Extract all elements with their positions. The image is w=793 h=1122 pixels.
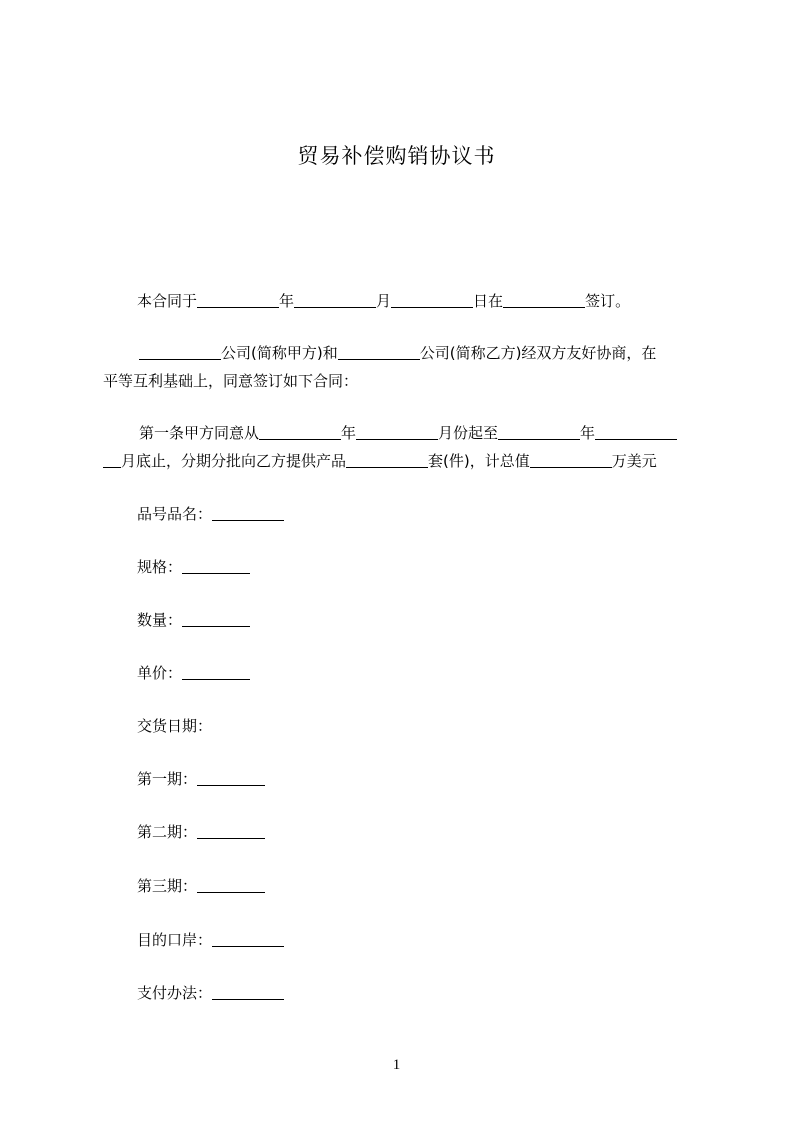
field-label: 交货日期： <box>137 717 213 735</box>
field-label: 数量： <box>137 611 183 629</box>
field-port <box>137 929 284 951</box>
intro-text-1: 本合同于 <box>137 292 198 310</box>
intro-line <box>137 290 630 312</box>
parties-text-2: 公司(简称乙方)经双方友好协商，在 <box>419 344 657 362</box>
sign-year-blank <box>197 292 279 308</box>
intro-text-5: 签订。 <box>585 292 631 310</box>
article1-text-6: 套(件)，计总值 <box>428 452 530 470</box>
field-payment <box>137 982 284 1004</box>
field-label: 第二期： <box>137 823 198 841</box>
field-label: 支付办法： <box>137 984 213 1002</box>
product-sets-blank <box>346 452 428 468</box>
field-unit-price <box>137 662 250 684</box>
article1-text-4: 年 <box>580 424 596 442</box>
field-spec <box>137 556 250 578</box>
field-label: 单价： <box>137 664 183 682</box>
field-label: 第一期： <box>137 770 198 788</box>
spec-blank <box>182 558 250 574</box>
sign-place-blank <box>503 292 585 308</box>
payment-blank <box>212 984 284 1000</box>
article1-text-3: 月份起至 <box>438 424 499 442</box>
sign-month-blank <box>294 292 376 308</box>
article1-text-7: 万美元 <box>611 452 657 470</box>
article1-text-5: 月底止，分期分批向乙方提供产品 <box>121 452 347 470</box>
field-phase3 <box>137 875 265 897</box>
field-label: 目的口岸： <box>137 931 213 949</box>
field-delivery-date <box>137 715 212 737</box>
product-name-blank <box>212 505 284 521</box>
intro-text-2: 年 <box>279 292 295 310</box>
article1-line-2 <box>103 450 657 472</box>
page-number: 1 <box>392 1057 401 1073</box>
parties-text-1: 公司(简称甲方)和 <box>221 344 338 362</box>
phase3-blank <box>197 877 265 893</box>
total-value-blank <box>530 452 612 468</box>
unit-price-blank <box>182 664 250 680</box>
intro-text-3: 月 <box>376 292 392 310</box>
field-label: 规格： <box>137 558 183 576</box>
field-label: 第三期： <box>137 877 198 895</box>
phase1-blank <box>197 770 265 786</box>
end-month-blank-part1 <box>595 424 677 440</box>
field-product-name <box>137 503 284 525</box>
quantity-blank <box>182 611 250 627</box>
end-year-blank <box>498 424 580 440</box>
article1-line-1 <box>139 422 677 444</box>
party-a-blank <box>139 344 221 360</box>
end-month-blank-part2 <box>103 452 121 468</box>
start-month-blank <box>356 424 438 440</box>
document-title: 贸易补偿购销协议书 <box>297 144 496 168</box>
article1-text-2: 年 <box>341 424 357 442</box>
parties-line-1 <box>139 342 656 364</box>
phase2-blank <box>197 823 265 839</box>
party-b-blank <box>338 344 420 360</box>
port-blank <box>212 931 284 947</box>
field-label: 品号品名： <box>137 505 213 523</box>
field-phase1 <box>137 768 265 790</box>
article1-text-1: 第一条甲方同意从 <box>139 424 260 442</box>
sign-day-blank <box>391 292 473 308</box>
start-year-blank <box>259 424 341 440</box>
parties-line-2: 平等互利基础上，同意签订如下合同： <box>103 372 359 390</box>
field-phase2 <box>137 821 265 843</box>
intro-text-4: 日在 <box>473 292 504 310</box>
field-quantity <box>137 609 250 631</box>
